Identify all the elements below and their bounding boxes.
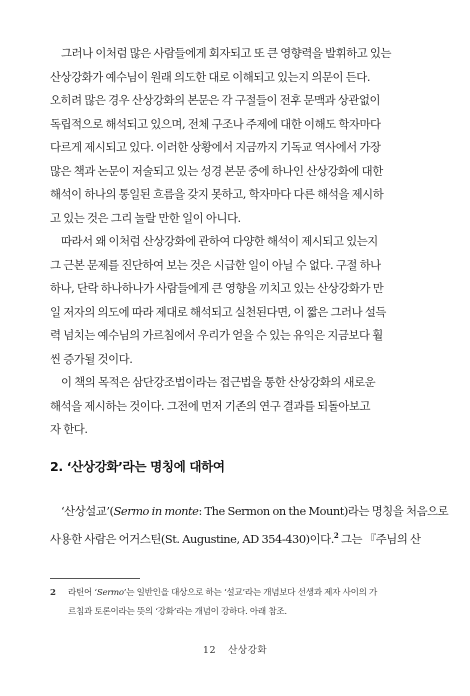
text-run: ’는 일반인을 대상으로 하는 ‘설교’라는 개념보다 선생과 제자 사이의 가 — [123, 588, 378, 598]
text-line: 해석이 하나의 통일된 흐름을 갖지 못하고, 학자마다 다른 해석을 제시하 — [50, 187, 384, 201]
footnote-number: 2 — [50, 588, 56, 598]
text-line: 자 한다. — [50, 422, 88, 436]
text-line: 력 넘치는 예수님의 가르침에서 우리가 얻을 수 있는 유익은 지금보다 훨 — [50, 328, 383, 342]
text-line: 그러나 이처럼 많은 사람들에게 회자되고 또 큰 영향력을 발휘하고 있는 — [61, 46, 392, 60]
text-line: 하나, 단락 하나하나가 사람들에게 큰 영향을 끼치고 있는 산상강화가 만 — [50, 281, 384, 295]
text-run: ‘산상설교’( — [61, 504, 114, 518]
latin-term: Sermo — [96, 588, 124, 598]
text-line: 산상강화가 예수님이 원래 의도한 대로 이해되고 있는지 의문이 든다. — [50, 69, 371, 84]
text-line: 오히려 많은 경우 산상강화의 본문은 각 구절들이 전후 문맥과 상관없이 — [50, 93, 381, 107]
text-line: 독립적으로 해석되고 있으며, 전체 구조나 주제에 대한 이해도 학자마다 — [50, 116, 381, 131]
section-heading: 2. ‘산상강화’라는 명칭에 대하여 — [50, 459, 225, 474]
body-text-section-1 — [50, 42, 422, 442]
footnote-ref: 2 — [333, 530, 339, 540]
footnote — [50, 584, 422, 622]
text-line: 따라서 왜 이처럼 산상강화에 관하여 다양한 해석이 제시되고 있는지 — [61, 234, 378, 248]
text-run: : The Sermon on the Mount)라는 명칭을 처음으로 — [198, 504, 449, 518]
footnote-line: 르침과 토론이라는 뜻의 ‘강화’라는 개념이 강하다. 아래 참조. — [68, 607, 287, 617]
text-line: 이 책의 목적은 삼단강조법이라는 접근법을 통한 산상강화의 새로운 — [61, 375, 376, 389]
page-footer — [0, 642, 470, 656]
text-line: 그 근본 문제를 진단하여 보는 것은 시급한 일이 아닐 수 없다. 구절 하나 — [50, 257, 381, 272]
text-line: 씬 증가될 것이다. — [50, 351, 133, 366]
footnote-divider — [50, 578, 140, 579]
page-number: 12 — [202, 645, 217, 656]
text-line: 일 저자의 의도에 따라 제대로 해석되고 실천된다면, 이 짧은 그러나 설득 — [50, 304, 386, 319]
text-run: 라틴어 ‘ — [68, 588, 97, 598]
running-title: 산상강화 — [228, 645, 268, 656]
text-run: 사용한 사람은 어거스틴(St. Augustine, AD 354-430)이다. — [50, 531, 334, 546]
text-line — [50, 500, 449, 524]
body-text-section-2 — [50, 500, 449, 547]
text-run: 그는 『주님의 산 — [338, 531, 421, 546]
latin-term: Sermo in monte — [113, 504, 199, 518]
text-line — [50, 524, 422, 548]
text-line: 많은 책과 논문이 저술되고 있는 성경 본문 중에 하나인 산상강화에 대한 — [50, 163, 383, 178]
text-line: 고 있는 것은 그리 놀랄 만한 일이 아니다. — [50, 210, 241, 225]
footnote-line — [50, 584, 422, 603]
text-line: 다르게 제시되고 있다. 이러한 상황에서 지금까지 기독교 역사에서 가장 — [50, 140, 381, 154]
text-line: 해석을 제시하는 것이다. 그전에 먼저 기존의 연구 결과를 되돌아보고 — [50, 398, 371, 413]
